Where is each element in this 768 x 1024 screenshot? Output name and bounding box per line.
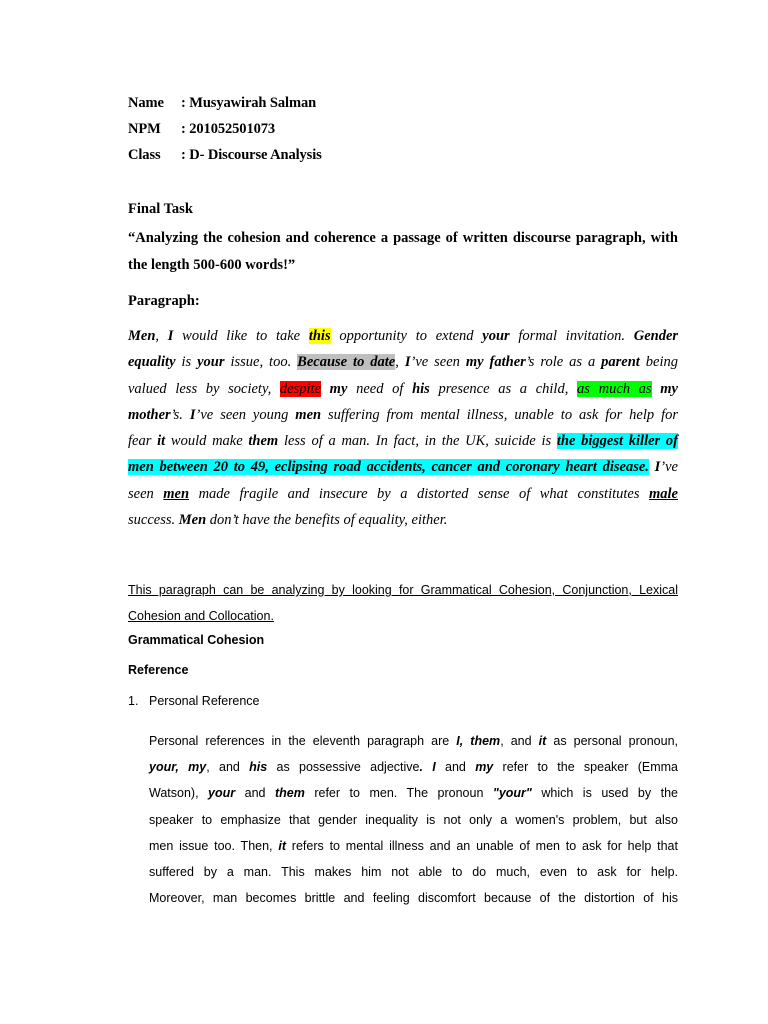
paragraph-segment: ’s. — [170, 406, 190, 423]
personal-reference-body — [149, 728, 678, 911]
paragraph-segment: success. — [128, 512, 179, 529]
paragraph-segment: made fragile and insecure by a distorted sense of what constitutes — [189, 485, 649, 502]
paragraph-segment: would make — [165, 433, 249, 450]
paragraph-line — [128, 428, 678, 454]
class-label: Class — [128, 147, 161, 163]
name-label: Name — [128, 95, 164, 111]
emphasized-term: . — [419, 760, 423, 775]
body-segment: men issue too. Then, — [149, 838, 279, 853]
paragraph-segment: presence as a child, — [429, 380, 578, 397]
paragraph-segment: is — [175, 354, 198, 371]
paragraph-segment: parent — [601, 354, 640, 371]
paragraph-segment: ’ve — [660, 459, 678, 476]
grammatical-cohesion-heading: Grammatical Cohesion — [128, 633, 265, 647]
body-segment: as personal pronoun, — [546, 734, 678, 748]
task-title: Final Task — [128, 201, 193, 217]
body-segment: Moreover, man becomes brittle and feeling discomfort because of the distortion of his — [149, 891, 678, 906]
paragraph-line — [128, 323, 678, 349]
npm-label: NPM — [128, 121, 161, 137]
body-segment: , and — [206, 760, 250, 775]
class-row — [0, 147, 768, 167]
paragraph-segment: my — [660, 380, 678, 397]
paragraph-segment: I — [167, 328, 174, 344]
emphasized-term: "your" — [492, 786, 532, 801]
emphasized-term: my — [475, 760, 494, 775]
paragraph-line — [128, 507, 678, 533]
paragraph-segment: your — [197, 354, 225, 371]
body-segment: Watson), — [149, 786, 209, 801]
paragraph-segment: opportunity to extend — [330, 328, 483, 344]
paragraph-segment: fear — [128, 433, 158, 450]
paragraph-segment: it — [157, 433, 166, 450]
paragraph-segment: I — [654, 459, 661, 476]
body-line — [149, 754, 678, 780]
paragraph-segment: Gender — [633, 328, 679, 344]
paragraph-segment: , — [155, 328, 168, 344]
emphasized-term: your, my — [149, 760, 207, 775]
paragraph-segment: my father — [465, 354, 526, 371]
highlighted-paragraph — [128, 323, 678, 533]
npm-row — [0, 121, 768, 141]
body-segment: , and — [500, 734, 539, 748]
body-line — [149, 885, 678, 911]
emphasized-term: I — [432, 760, 436, 775]
paragraph-segment: seen — [128, 485, 164, 502]
analysis-intro — [128, 577, 678, 629]
list-label: Personal Reference — [149, 694, 260, 708]
name-value: : Musyawirah Salman — [181, 95, 317, 111]
reference-heading: Reference — [128, 663, 189, 677]
emphasized-term: it — [278, 838, 286, 853]
paragraph-segment: issue, too. — [224, 354, 298, 371]
body-segment: refer to men. The pronoun — [304, 786, 493, 801]
paragraph-segment: male — [649, 485, 678, 502]
paragraph-segment: , — [395, 354, 405, 371]
paragraph-segment: Men — [128, 328, 156, 344]
emphasized-term: your — [208, 786, 236, 801]
highlight-cyan: the biggest killer of — [556, 433, 678, 450]
body-segment: Personal references in the eleventh paragraph are — [149, 734, 457, 748]
highlight-gray: Because to date — [297, 354, 396, 371]
paragraph-segment: less of a man. In fact, in the UK, suicide is — [278, 433, 557, 450]
paragraph-segment: my — [329, 380, 348, 397]
paragraph-line — [128, 349, 678, 375]
analysis-intro-line-1: This paragraph can be analyzing by looking for Grammatical Cohesion, Conjunction, Lexical — [128, 583, 678, 597]
paragraph-segment: Men — [178, 512, 207, 529]
paragraph-segment: men — [163, 485, 190, 502]
body-line — [149, 728, 678, 754]
list-item — [128, 694, 259, 708]
class-value: : D- Discourse Analysis — [181, 147, 322, 163]
paragraph-segment: valued less by society, — [128, 380, 280, 397]
emphasized-term: I, them — [456, 734, 501, 748]
analysis-intro-line-2: Cohesion and Collocation. — [128, 609, 274, 623]
body-segment: and — [235, 786, 275, 801]
npm-value: : 201052501073 — [181, 121, 276, 137]
body-segment: speaker to emphasize that gender inequality is not only a women's problem, but also — [149, 812, 678, 827]
highlight-red: despite — [279, 380, 321, 397]
body-segment: which is used by the — [531, 786, 678, 801]
paragraph-segment: don’t have the benefits of equality, either. — [206, 512, 448, 529]
body-segment — [423, 760, 432, 774]
paragraph-segment: would like to take — [173, 328, 309, 344]
paragraph-segment: being — [639, 354, 678, 371]
body-line — [149, 833, 678, 859]
paragraph-segment: suffering from mental illness, unable to ask for help for — [321, 406, 679, 423]
paragraph-line — [128, 402, 678, 428]
paragraph-segment: ’ve seen — [410, 354, 466, 371]
paragraph-line — [128, 481, 678, 507]
list-number: 1. — [128, 694, 139, 708]
emphasized-term: it — [538, 734, 547, 748]
body-line — [149, 859, 678, 885]
paragraph-label: Paragraph: — [128, 293, 200, 309]
paragraph-segment: mother — [128, 406, 171, 423]
paragraph-segment: I — [189, 406, 196, 423]
emphasized-term: his — [249, 760, 268, 775]
body-segment: refer to the speaker (Emma — [493, 760, 678, 775]
paragraph-segment: ’ve seen young — [195, 406, 296, 423]
paragraph-segment — [652, 381, 661, 397]
paragraph-segment: I — [404, 354, 411, 371]
body-line — [149, 807, 678, 833]
paragraph-segment — [321, 381, 330, 397]
name-row — [0, 95, 768, 115]
highlight-cyan: men between 20 to 49, eclipsing road accidents, cancer and coronary heart disease. — [128, 459, 649, 476]
paragraph-segment: formal invitation. — [509, 328, 634, 344]
body-segment: suffered by a man. This makes him not able to do much, even to ask for help. — [149, 864, 678, 879]
emphasized-term: them — [274, 786, 305, 801]
paragraph-segment: equality — [128, 354, 176, 371]
paragraph-line — [128, 376, 678, 402]
highlight-yellow: this — [308, 328, 331, 344]
paragraph-segment: men — [295, 406, 322, 423]
paragraph-segment: need of — [347, 380, 413, 397]
paragraph-segment: his — [412, 380, 430, 397]
body-line — [149, 780, 678, 806]
paragraph-segment: them — [248, 433, 279, 450]
highlight-green: as much as — [577, 380, 652, 397]
body-segment: refers to mental illness and an unable of men to ask for help that — [285, 838, 678, 853]
task-quote: “Analyzing the cohesion and coherence a passage of written discourse paragraph, with the length 500-600 words!” — [128, 230, 678, 273]
paragraph-segment: your — [482, 328, 510, 344]
paragraph-line — [128, 454, 678, 480]
paragraph-segment: ’s role as a — [525, 354, 602, 371]
body-segment: as possessive adjective — [267, 760, 420, 775]
body-segment: and — [435, 760, 476, 775]
